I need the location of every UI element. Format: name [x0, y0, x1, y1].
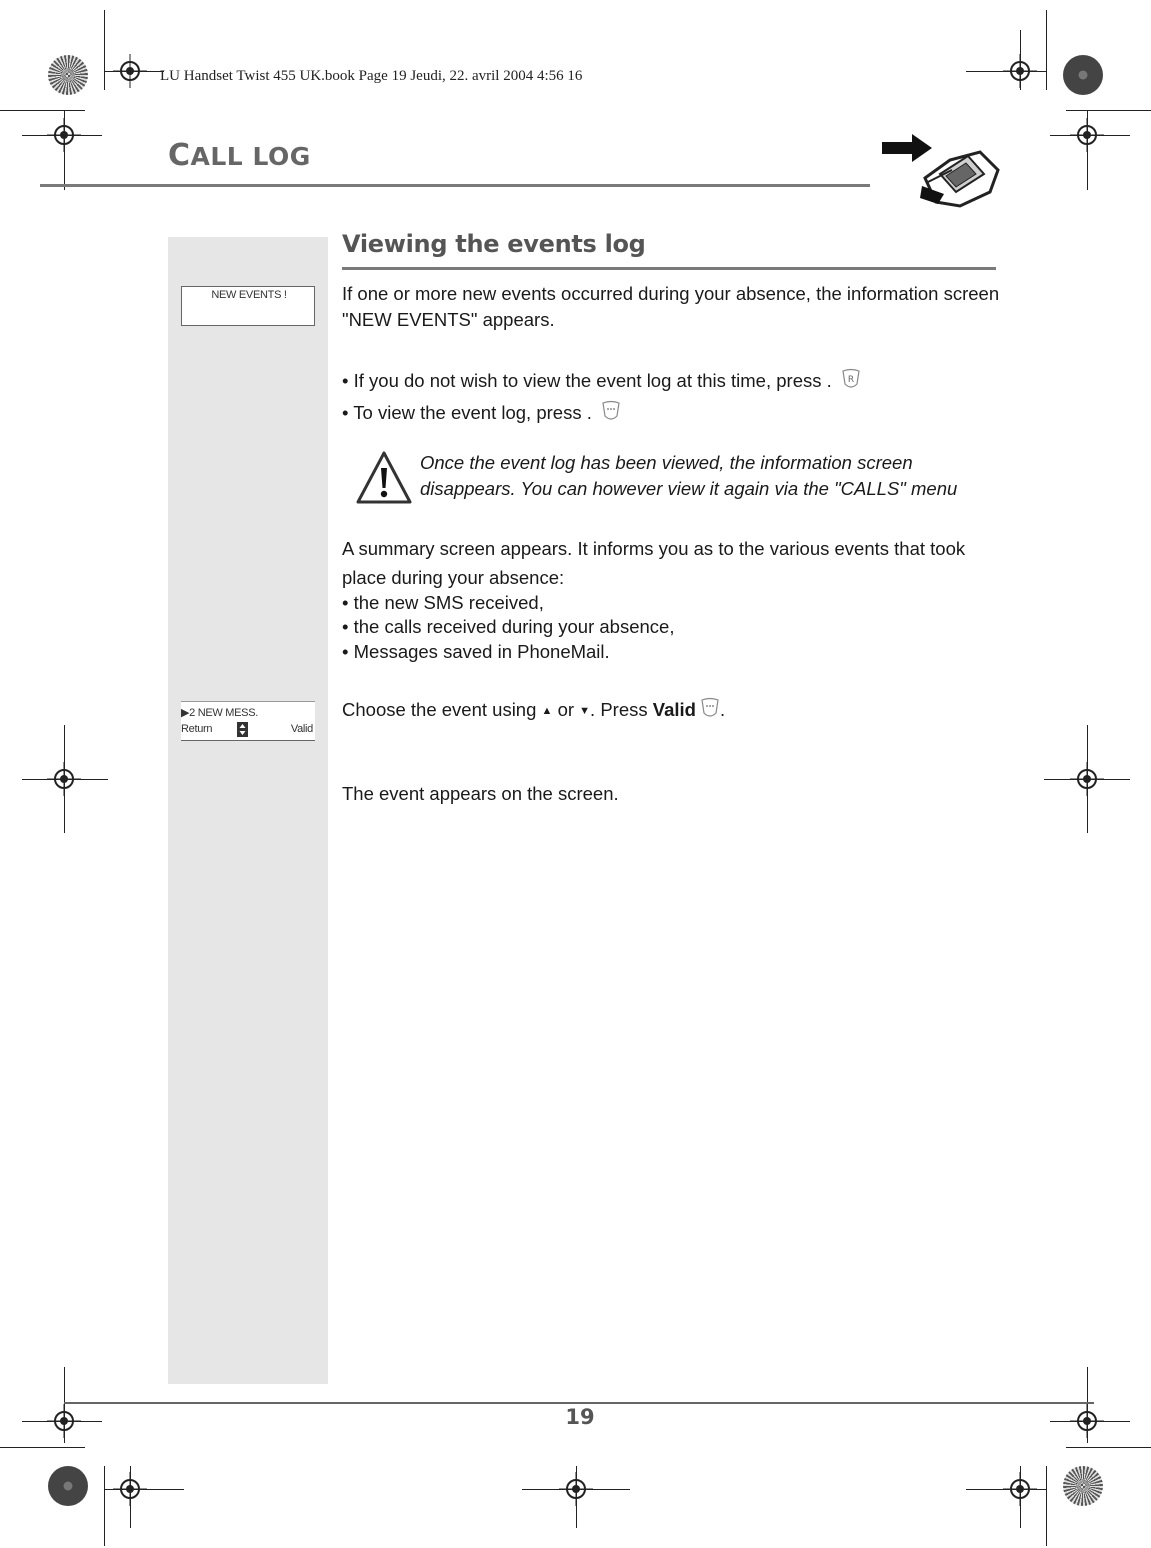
crop-mark	[966, 1489, 1046, 1490]
summary-intro: A summary screen appears. It informs you as to the various events that took place during your absence:	[342, 538, 966, 588]
lcd-text: NEW EVENTS !	[211, 289, 287, 301]
crop-mark	[1020, 1466, 1021, 1528]
crop-mark	[1020, 30, 1021, 90]
choose-prefix: Choose the event using	[342, 699, 537, 720]
arrow-down-icon: ▼	[579, 705, 591, 717]
crop-mark	[104, 1466, 105, 1546]
chapter-title	[168, 138, 311, 173]
intro-paragraph: If one or more new events occurred during your absence, the information screen "NEW EVENTS" appears.	[342, 283, 1000, 330]
crop-mark	[576, 1466, 577, 1528]
bullet-view-text: • To view the event log, press .	[342, 402, 592, 423]
lcd-event-menu-screen	[181, 701, 315, 741]
crop-mark	[104, 10, 105, 90]
color-bar-disc-icon	[1063, 55, 1103, 95]
bullet-view	[342, 400, 1002, 426]
lcd-new-events-screen	[181, 286, 315, 326]
slug-line: LU Handset Twist 455 UK.book Page 19 Jeudi, 22. avril 2004 4:56 16	[160, 68, 583, 84]
color-bar-disc-icon	[48, 55, 88, 95]
crop-mark	[1050, 1421, 1130, 1422]
event-appears: The event appears on the screen.	[342, 783, 619, 804]
footer-rule	[64, 1402, 1094, 1404]
color-bar-disc-icon	[48, 1466, 88, 1506]
section-title: Viewing the events log	[342, 230, 646, 258]
arrow-up-icon: ▲	[541, 705, 553, 717]
lcd-menu-line: ▶2 NEW MESS.	[181, 707, 258, 719]
bullet-skip	[342, 368, 1002, 394]
summary-item: • the calls received during your absence,	[342, 616, 675, 637]
color-bar-disc-icon	[1063, 1466, 1103, 1506]
bullet-skip-text: • If you do not wish to view the event log at this time, press .	[342, 370, 832, 391]
ok-key-icon	[601, 400, 621, 422]
crop-mark	[1087, 110, 1088, 190]
choose-instruction	[342, 697, 1002, 724]
margin-sidebar	[168, 237, 328, 1384]
warning-icon	[355, 450, 413, 506]
chapter-title-rest: ALL LOG	[190, 142, 311, 171]
red-key-icon	[841, 368, 861, 390]
crop-mark	[1087, 1367, 1088, 1443]
choose-or: or	[557, 699, 575, 720]
crop-mark	[104, 71, 164, 72]
crop-mark	[130, 1466, 131, 1528]
crop-mark	[1046, 1466, 1047, 1546]
crop-mark	[22, 779, 108, 780]
crop-mark	[64, 110, 65, 190]
crop-mark	[0, 110, 85, 111]
lcd-scroll-icon	[237, 722, 248, 737]
lcd-valid-label: Valid	[290, 723, 313, 735]
lcd-return-label: Return	[181, 723, 213, 735]
choose-end: .	[719, 699, 726, 720]
summary-item: • Messages saved in PhoneMail.	[342, 641, 610, 662]
crop-mark	[64, 1367, 65, 1443]
warning-note: Once the event log has been viewed, the information screen disappears. You can however view it again via the "CALLS" menu	[420, 452, 958, 499]
chapter-title-first: C	[168, 138, 191, 173]
choose-press: . Press	[590, 699, 648, 720]
crop-mark	[1066, 1447, 1151, 1448]
chapter-rule	[40, 184, 870, 187]
crop-mark	[1050, 135, 1130, 136]
page-number: 19	[565, 1405, 595, 1429]
section-rule	[342, 267, 996, 270]
crop-mark	[104, 1489, 184, 1490]
crop-mark	[1046, 10, 1047, 90]
crop-mark	[966, 71, 1046, 72]
crop-mark	[0, 1447, 85, 1448]
crop-mark	[22, 1421, 102, 1422]
ok-key-icon	[700, 697, 720, 719]
choose-valid: Valid	[652, 699, 696, 720]
summary-item: • the new SMS received,	[342, 592, 544, 613]
call-log-pictogram-icon	[880, 130, 1002, 210]
crop-mark	[1066, 110, 1151, 111]
crop-mark	[22, 135, 102, 136]
svg-text:R: R	[847, 375, 855, 385]
crop-mark	[1044, 779, 1130, 780]
